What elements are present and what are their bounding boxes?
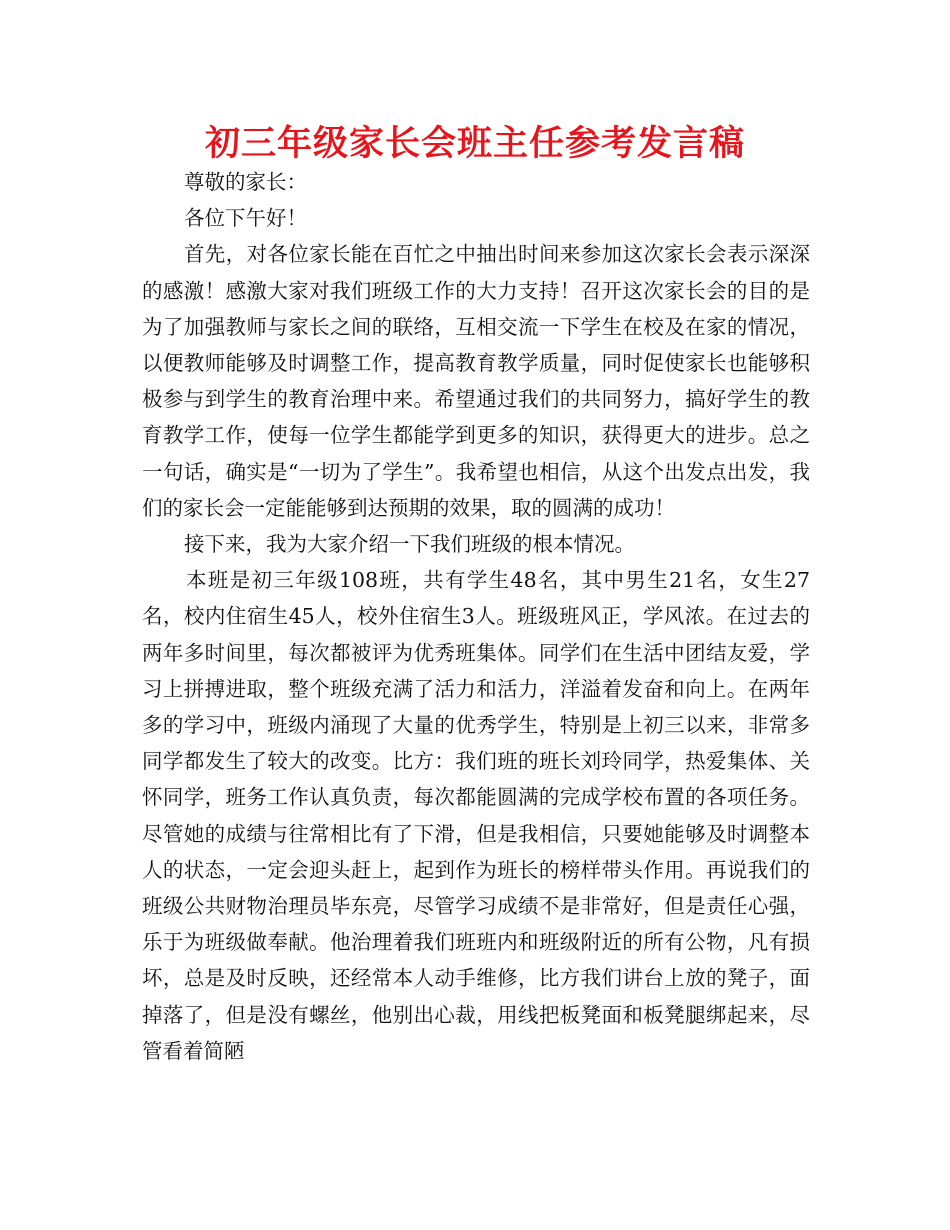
greeting: 各位下午好！ <box>184 206 307 231</box>
paragraph-transition: 接下来，我为大家介绍一下我们班级的根本情况。 <box>184 532 635 557</box>
paragraph-class-overview: 本班是初三年级108班，共有学生48名，其中男生21名，女生27名，校内住宿生45人，校外住宿生3人。班级班风正，学风浓。在过去的两年多时间里，每次都被评为优秀班集体。同学们在生活中团结友爱，学习上拼搏进取，整个班级充满了活力和活力，洋溢着发奋和向上。在两年多的学习中，班级内涌现了大量的优秀学生，特别是上初三以来，非常多同学都发生了较大的改变。比方：我们班的班长刘玲同学，热爱集体、关怀同学，班务工作认真负责，每次都能圆满的完成学校布置的各项任务。尽管她的成绩与往常相比有了下滑，但是我相信，只要她能够及时调整本人的状态，一定会迎头赶上，起到作为班长的榜样带头作用。再说我们的班级公共财物治理员毕东亮，尽管学习成绩不是非常好，但是责任心强，乐于为班级做奉献。他治理着我们班班内和班级附近的所有公物，凡有损坏，总是及时反映，还经常本人动手维修，比方我们讲台上放的凳子，面掉落了，但是没有螺丝，他别出心裁，用线把板凳面和板凳腿绑起来，尽管看着简陋 <box>142 568 810 1063</box>
paragraph-intro: 首先，对各位家长能在百忙之中抽出时间来参加这次家长会表示深深的感激！感激大家对我们班级工作的大力支持！召开这次家长会的目的是为了加强教师与家长之间的联络，互相交流一下学生在校及在家的情况，以便教师能够及时调整工作，提高教育教学质量，同时促使家长也能够积极参与到学生的教育治理中来。希望通过我们的共同努力，搞好学生的教育教学工作，使每一位学生都能学到更多的知识，获得更大的进步。总之一句话，确实是“一切为了学生”。我希望也相信，从这个出发点出发，我们的家长会一定能能够到达预期的效果，取的圆满的成功！ <box>142 242 810 520</box>
salutation: 尊敬的家长： <box>184 170 307 194</box>
document-title: 初三年级家长会班主任参考发言稿 <box>204 124 745 164</box>
document-body <box>142 164 810 1069</box>
